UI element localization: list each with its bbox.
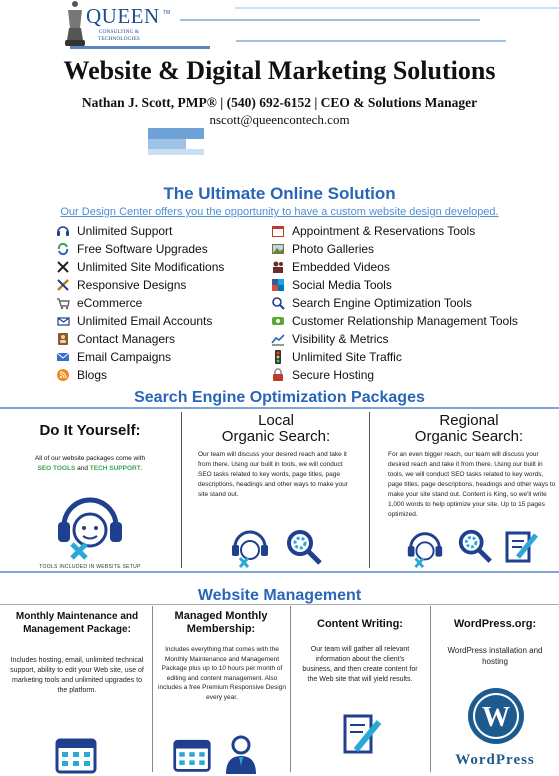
feature-item — [56, 312, 224, 330]
regional-title-line2: Organic Search: — [414, 428, 524, 445]
column-divider — [181, 412, 182, 568]
membership-body: Includes everything that comes with the Monthly Maintenance and Management Package plus up to 10 hours per month of editing and content management. Also includes a free Premium Responsive Design every year. — [158, 646, 286, 701]
feature-label: Embedded Videos — [292, 260, 390, 274]
wordpress-wordmark: WordPress — [455, 752, 535, 768]
seo-tools-link[interactable]: SEO TOOLS — [37, 465, 76, 472]
video-icon — [271, 260, 285, 274]
feature-label: Secure Hosting — [292, 368, 375, 382]
contact-book-icon — [56, 332, 70, 346]
features-right-list — [271, 222, 518, 384]
contact-line: Nathan J. Scott, PMP® | (540) 692-6152 | CEO & Solutions Manager — [81, 95, 478, 110]
diy-dot: . — [140, 465, 143, 472]
tools-caption: TOOLS INCLUDED IN WEBSITE SETUP — [39, 564, 141, 570]
wordpress-logo-icon — [466, 686, 526, 746]
logo-subtitle-line2: TECHNOLOGIES — [98, 36, 140, 42]
feature-item — [271, 222, 518, 240]
local-title-line2: Organic Search: — [221, 428, 331, 445]
traffic-light-icon — [271, 350, 285, 364]
feature-item — [56, 348, 224, 366]
content-writing-body: Our team will gather all relevant information about the client's business, and then create content for the Web site that will yield results. — [302, 646, 418, 683]
seo-gear-icon — [456, 527, 494, 565]
feature-item — [271, 366, 518, 384]
feature-label: Customer Relationship Management Tools — [292, 314, 518, 328]
feature-label: Photo Galleries — [292, 242, 375, 256]
chess-queen-icon — [62, 0, 88, 50]
support-agent-icon — [228, 525, 272, 569]
regional-body: For an even bigger reach, our team will discuss your desired reach and take it from there. Using our built in tools, we will conduct SEO tasks related to key words, page titles, page descriptions, headings and other ways to make your site stand out. Content is King, so we'll write 1,000 words to help optimize your site. Up to 15 pages optimized. — [388, 451, 556, 518]
feature-label: Unlimited Email Accounts — [77, 314, 213, 328]
seo-gear-icon — [284, 527, 324, 567]
membership-title: Managed Monthly Membership: — [174, 610, 268, 635]
feature-item — [271, 348, 518, 366]
feature-item — [56, 240, 224, 258]
local-title-line1: Local — [258, 412, 294, 429]
content-edit-icon — [342, 710, 382, 758]
section-divider — [0, 604, 559, 605]
feature-item — [56, 330, 224, 348]
feature-label: eCommerce — [77, 296, 143, 310]
feature-item — [271, 312, 518, 330]
local-body: Our team will discuss your desired reach and take it from there. Using our built in tools, we will conduct SEO tasks related to key words, page titles, page descriptions, headings and other ways to make your site stand out. — [198, 451, 348, 498]
email-icon — [56, 314, 70, 328]
feature-label: Unlimited Site Modifications — [77, 260, 225, 274]
column-divider — [369, 412, 370, 568]
feature-item — [56, 222, 224, 240]
section-divider — [0, 407, 559, 409]
feature-label: Unlimited Support — [77, 224, 173, 238]
content-writing-title: Content Writing: — [317, 618, 403, 630]
regional-title-line1: Regional — [439, 412, 499, 429]
maintenance-body: Includes hosting, email, unlimited technical support, ability to edit your Web site, use of marketing tools and unlimited upgrades to the platform. — [10, 657, 144, 694]
feature-label: Free Software Upgrades — [77, 242, 208, 256]
decorative-block — [148, 139, 186, 149]
person-icon — [224, 734, 258, 774]
logo-subtitle-line1: CONSULTING & — [98, 29, 140, 35]
local-title — [196, 413, 356, 445]
logo-subtitle — [98, 29, 140, 43]
design-center-link[interactable]: Our Design Center offers you the opportunity to have a custom website design developed. — [60, 206, 499, 218]
feature-label: Responsive Designs — [77, 278, 187, 292]
calendar-icon — [271, 224, 285, 238]
feature-label: Email Campaigns — [77, 350, 172, 364]
feature-item — [56, 294, 224, 312]
feature-item — [56, 276, 224, 294]
envelope-icon — [56, 350, 70, 364]
feature-item — [271, 240, 518, 258]
calendar-icon — [172, 734, 212, 774]
feature-label: Appointment & Reservations Tools — [292, 224, 476, 238]
feature-item — [271, 276, 518, 294]
feature-item — [271, 294, 518, 312]
column-divider — [152, 606, 153, 772]
column-divider — [430, 606, 431, 772]
feature-item — [271, 258, 518, 276]
calendar-icon — [54, 734, 98, 774]
crm-icon — [271, 314, 285, 328]
tech-support-link[interactable]: TECH SUPPORT — [89, 465, 141, 472]
management-heading: Website Management — [197, 587, 362, 604]
lock-icon — [271, 368, 285, 382]
diy-and: and — [77, 465, 88, 472]
feature-label: Visibility & Metrics — [292, 332, 389, 346]
feature-item — [56, 366, 224, 384]
logo-trademark: TM — [163, 10, 171, 16]
seo-icon — [271, 296, 285, 310]
svg-text:W: W — [482, 702, 510, 733]
cart-icon — [56, 296, 70, 310]
page-title: Website & Digital Marketing Solutions — [63, 56, 496, 85]
feature-item — [56, 258, 224, 276]
wordpress-title: WordPress.org: — [453, 618, 537, 630]
feature-item — [271, 330, 518, 348]
diy-title: Do It Yourself: — [39, 422, 141, 439]
refresh-icon — [56, 242, 70, 256]
diy-body-text: All of our website packages come with — [34, 455, 146, 462]
maintenance-title: Monthly Maintenance and Management Package: — [15, 611, 139, 635]
section-divider — [0, 571, 559, 573]
diy-body — [16, 454, 164, 474]
feature-label: Unlimited Site Traffic — [292, 350, 402, 364]
support-agent-icon — [404, 527, 446, 569]
tools-icon — [56, 260, 70, 274]
photo-icon — [271, 242, 285, 256]
feature-label: Contact Managers — [77, 332, 176, 346]
email-link[interactable]: nscott@queencontech.com — [209, 112, 350, 127]
column-divider — [290, 606, 291, 772]
headset-icon — [56, 224, 70, 238]
seo-heading: Search Engine Optimization Packages — [134, 389, 425, 406]
social-icon — [271, 278, 285, 292]
feature-label: Blogs — [77, 368, 108, 382]
feature-label: Search Engine Optimization Tools — [292, 296, 472, 310]
decorative-block — [148, 128, 204, 139]
wrench-icon — [56, 278, 70, 292]
content-edit-icon — [504, 527, 540, 565]
decorative-block — [148, 149, 204, 155]
ultimate-heading: The Ultimate Online Solution — [163, 184, 396, 203]
support-agent-icon — [50, 486, 130, 562]
features-left-list — [56, 222, 224, 384]
regional-title — [384, 413, 554, 445]
rss-icon — [56, 368, 70, 382]
logo-name: QUEEN — [86, 4, 160, 28]
wordpress-body: WordPress installation and hosting — [447, 646, 543, 666]
chart-icon — [271, 332, 285, 346]
feature-label: Social Media Tools — [292, 278, 392, 292]
